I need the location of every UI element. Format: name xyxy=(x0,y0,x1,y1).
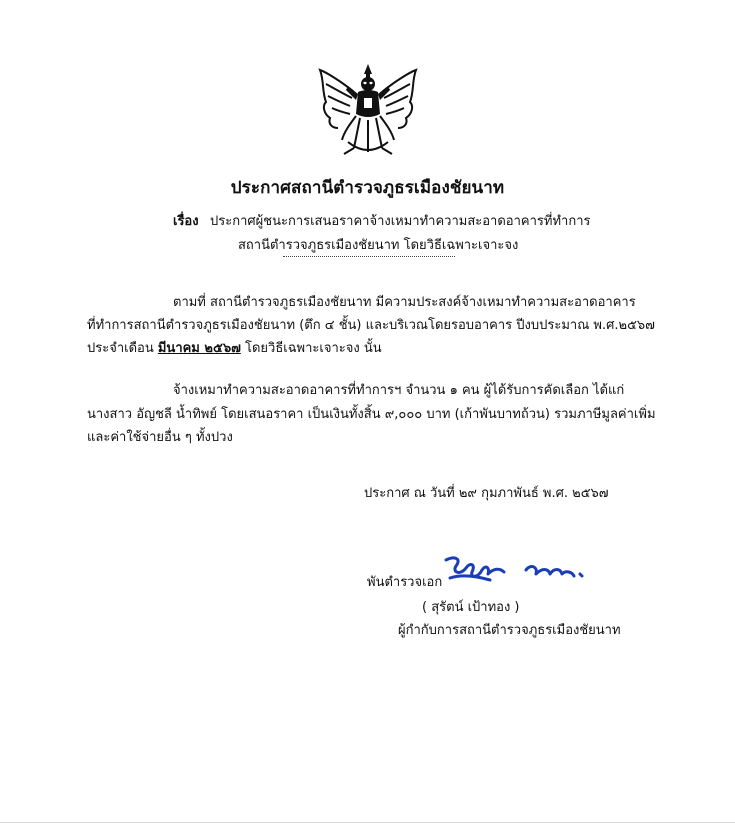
signature-icon xyxy=(442,554,592,590)
dotted-divider xyxy=(283,256,455,257)
page-bottom-border xyxy=(0,822,735,823)
month-emphasis: มีนาคม ๒๕๖๗ xyxy=(157,341,241,356)
garuda-emblem-icon xyxy=(314,62,422,158)
paragraph-2-line-3: และค่าใช้จ่ายอื่น ๆ ทั้งปวง xyxy=(87,430,233,445)
paragraph-2-line-1: จ้างเหมาทำความสะอาดอาคารที่ทำการฯ จำนวน ๑ คน ผู้ได้รับการคัดเลือก ได้แก่ xyxy=(173,383,625,398)
document-title: ประกาศสถานีตำรวจภูธรเมืองชัยนาท xyxy=(230,178,505,198)
announcement-date: ประกาศ ณ วันที่ ๒๙ กุมภาพันธ์ พ.ศ. ๒๕๖๗ xyxy=(364,486,609,501)
paragraph-1-line-3-prefix: ประจำเดือน xyxy=(87,341,158,356)
paragraph-2-line-2: นางสาว อัญชลี น้ำทิพย์ โดยเสนอราคา เป็นเงินทั้งสิ้น ๙,๐๐๐ บาท (เก้าพันบาทถ้วน) รวมภาษีมูลค่าเพิ่ม xyxy=(87,407,656,422)
subject-line-1: ประกาศผู้ชนะการเสนอราคาจ้างเหมาทำความสะอาดอาคารที่ทำการ xyxy=(210,214,591,229)
subject-line-2: สถานีตำรวจภูธรเมืองชัยนาท โดยวิธีเฉพาะเจาะจง xyxy=(238,238,519,253)
signer-position: ผู้กำกับการสถานีตำรวจภูธรเมืองชัยนาท xyxy=(398,623,621,638)
paragraph-1-line-3-suffix: โดยวิธีเฉพาะเจาะจง นั้น xyxy=(240,341,382,356)
signer-name: ( สุรัตน์ เป้าทอง ) xyxy=(422,600,520,615)
signer-rank: พันตำรวจเอก xyxy=(367,575,443,590)
subject-label: เรื่อง xyxy=(173,214,199,229)
paragraph-1-line-1: ตามที่ สถานีตำรวจภูธรเมืองชัยนาท มีความประสงค์จ้างเหมาทำความสะอาดอาคาร xyxy=(173,295,636,310)
paragraph-1-line-3 xyxy=(87,337,382,358)
paragraph-1-line-2: ที่ทำการสถานีตำรวจภูธรเมืองชัยนาท (ตึก ๔ ชั้น) และบริเวณโดยรอบอาคาร ปีงบประมาณ พ.ศ.๒๕๖๗ xyxy=(87,318,655,333)
